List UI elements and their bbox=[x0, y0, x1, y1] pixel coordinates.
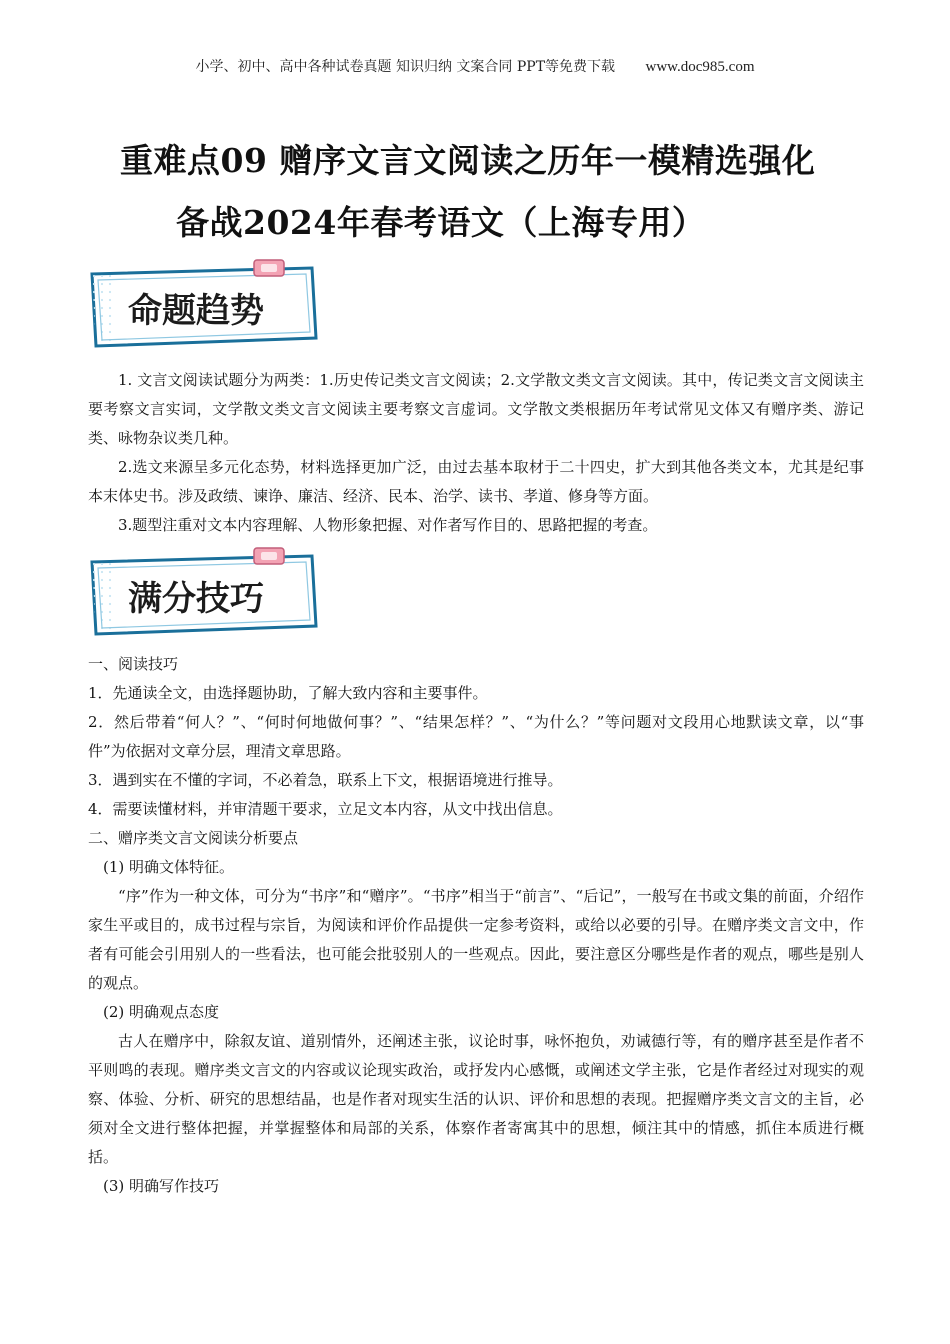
skills-item-2: 2．然后带着“何人？”、“何时何地做何事？”、“结果怎样？”、“为什么？”等问题对文段用心地默读文章，以“事件”为依据对文章分层，理清文章思路。 bbox=[88, 713, 864, 760]
header-text: 小学、初中、高中各种试卷真题 知识归纳 文案合同 PPT等免费下载 bbox=[195, 59, 616, 75]
skills-paragraph-1: “序”作为一种文体，可分为“书序”和“赠序”。“书序”相当于“前言”、“后记”，一般写在书或文集的前面，介绍作家生平或目的，成书过程与宗旨，为阅读和评价作品提供一定参考资料，或给以必要的引导。在赠序类文言文中，作者有可能会引用别人的一些看法，也可能会批驳别人的一些观点。因此，要注意区分哪些是作者的观点，哪些是别人的观点。 bbox=[88, 887, 864, 992]
skills-banner-label: 满分技巧 bbox=[128, 579, 264, 619]
header-url[interactable]: www.doc985.com bbox=[645, 59, 755, 75]
skills-heading-1: 一、阅读技巧 bbox=[88, 655, 179, 673]
trend-paragraph-3: 3.题型注重对文本内容理解、人物形象把握、对作者写作目的、思路把握的考查。 bbox=[118, 516, 658, 534]
skills-subheading-3: (3) 明确写作技巧 bbox=[103, 1177, 220, 1195]
skills-subheading-1: (1) 明确文体特征。 bbox=[103, 858, 235, 876]
page-header bbox=[0, 56, 950, 76]
trend-banner bbox=[84, 258, 324, 353]
document-title-line2: 备战2024年春考语文（上海专用） bbox=[176, 203, 706, 242]
skills-paragraph-2: 古人在赠序中，除叙友谊、道别情外，还阐述主张，议论时事，咏怀抱负，劝诫德行等，有的赠序甚至是作者不平则鸣的表现。赠序类文言文的内容或议论现实政治，或抒发内心感慨，或阐述文学主张，它是作者经过对现实的观察、体验、分析、研究的思想结晶，也是作者对现实生活的认识、评价和思想的表现。把握赠序类文言文的主旨，必须对全文进行整体把握，并掌握整体和局部的关系，体察作者寄寓其中的思想，倾注其中的情感，抓住本质进行概括。 bbox=[88, 1032, 864, 1166]
skills-item-1: 1．先通读全文，由选择题协助，了解大致内容和主要事件。 bbox=[88, 684, 488, 702]
trend-section bbox=[88, 366, 864, 540]
document-title-line1: 重难点09 赠序文言文阅读之历年一模精选强化 bbox=[120, 141, 816, 180]
skills-heading-2: 二、赠序类文言文阅读分析要点 bbox=[88, 829, 299, 847]
trend-banner-label: 命题趋势 bbox=[128, 291, 264, 331]
skills-section bbox=[88, 650, 864, 1201]
skills-item-4: 4．需要读懂材料，并审清题干要求，立足文本内容，从文中找出信息。 bbox=[88, 800, 563, 818]
skills-item-3: 3．遇到实在不懂的字词，不必着急，联系上下文，根据语境进行推导。 bbox=[88, 771, 563, 789]
trend-paragraph-2: 2.选文来源呈多元化态势，材料选择更加广泛，由过去基本取材于二十四史，扩大到其他各类文本，尤其是纪事本末体史书。涉及政绩、谏诤、廉洁、经济、民本、治学、读书、孝道、修身等方面。 bbox=[88, 458, 864, 505]
trend-paragraph-1: 1. 文言文阅读试题分为两类：1.历史传记类文言文阅读；2.文学散文类文言文阅读。其中，传记类文言文阅读主要考察文言实词，文学散文类文言文阅读主要考察文言虚词。文学散文类根据历年考试常见文体又有赠序类、游记类、咏物杂议类几种。 bbox=[88, 371, 864, 447]
skills-subheading-2: (2) 明确观点态度 bbox=[103, 1003, 220, 1021]
skills-banner bbox=[84, 546, 324, 641]
